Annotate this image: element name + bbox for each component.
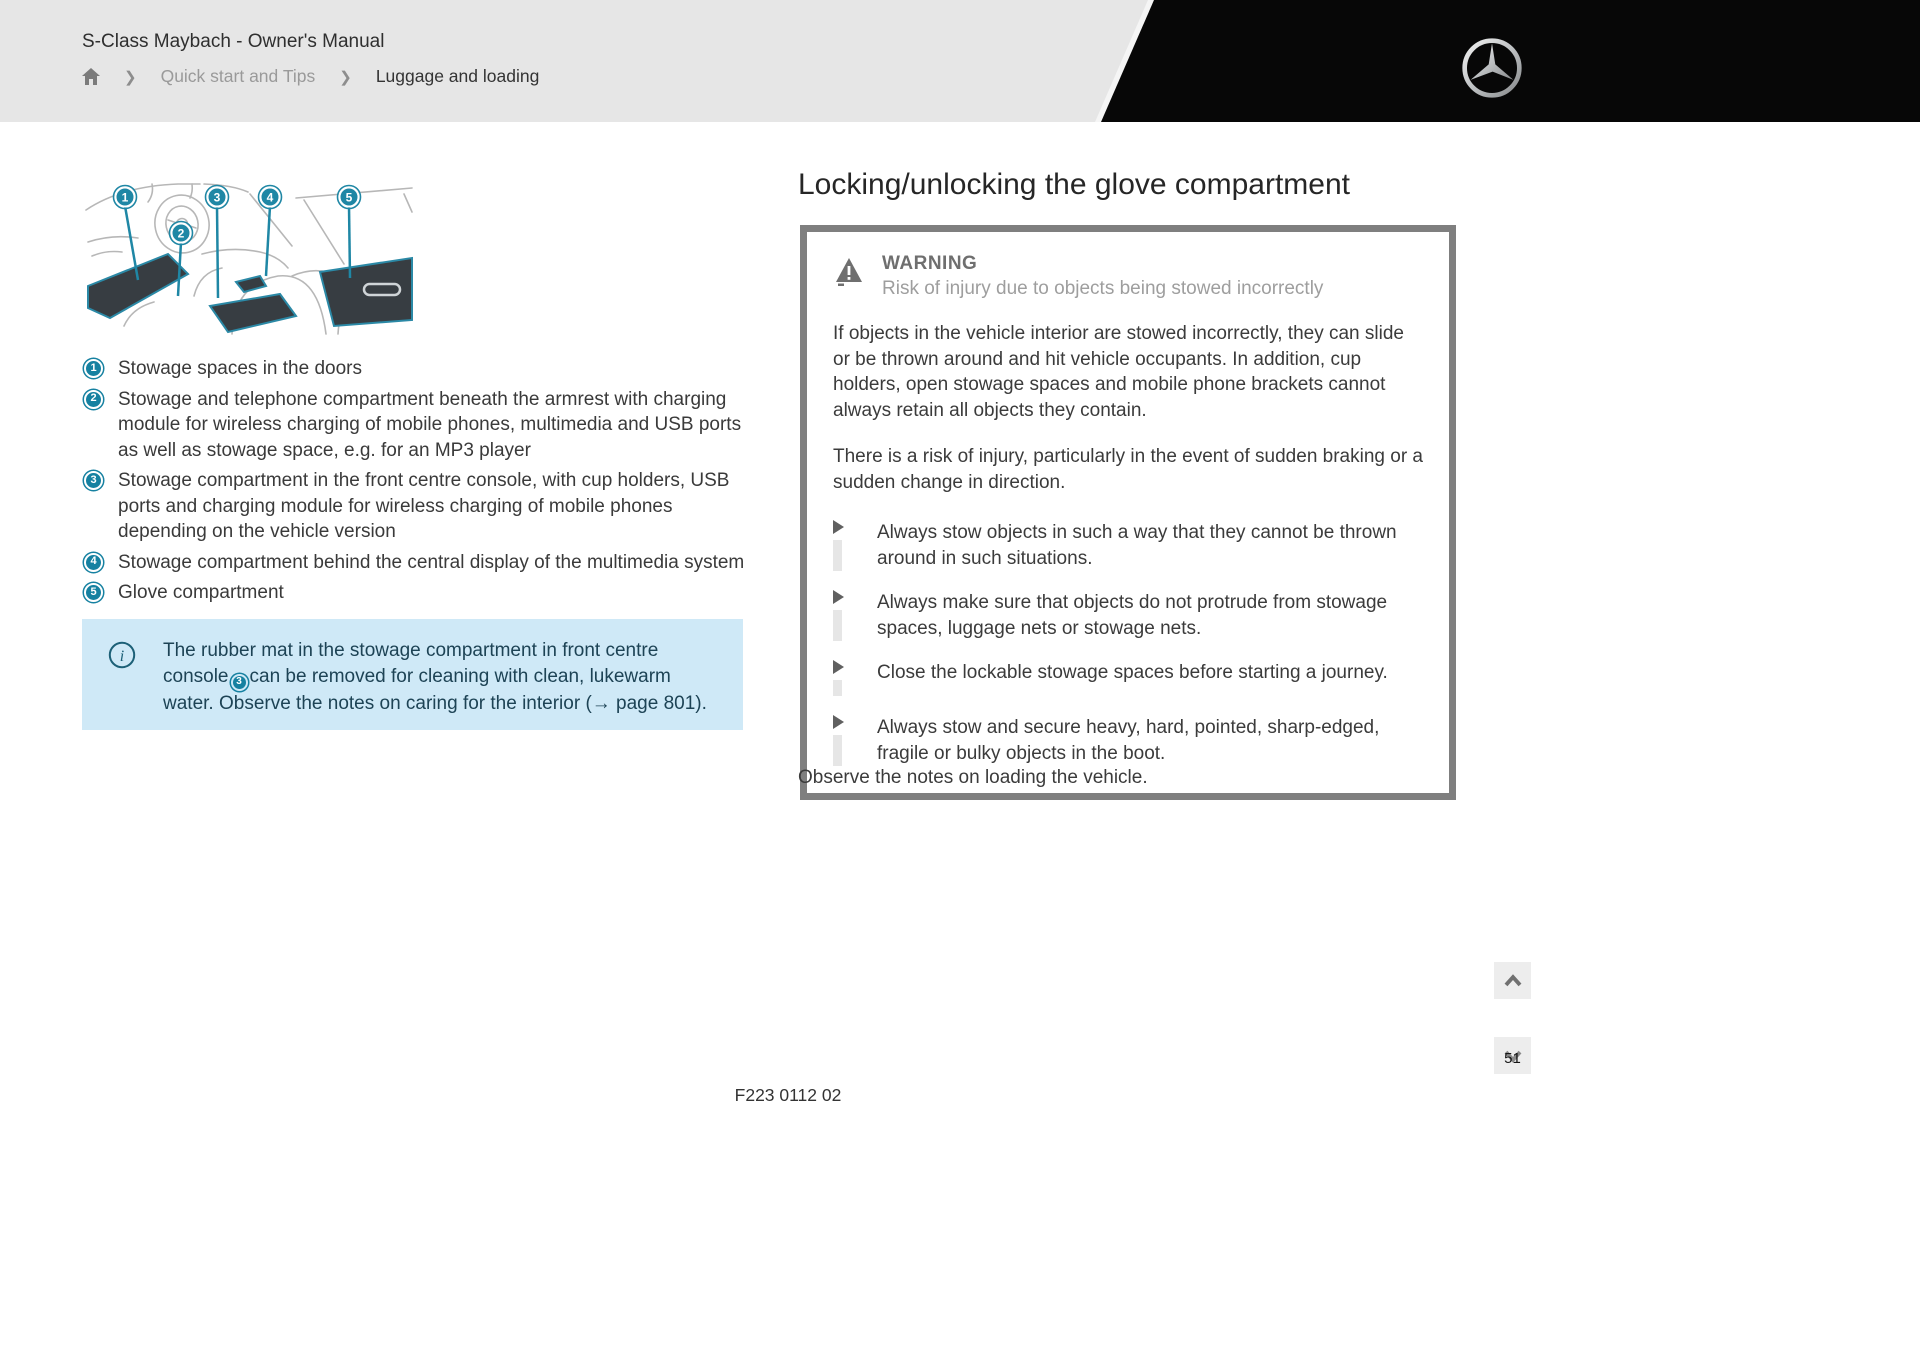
scroll-to-top-button[interactable] [1494, 962, 1531, 999]
info-note-box [82, 619, 743, 730]
legend-text: Stowage spaces in the doors [118, 358, 362, 379]
list-item [833, 590, 1423, 641]
breadcrumb-item-quick-start[interactable]: Quick start and Tips [160, 66, 316, 86]
breadcrumb-item-current: Luggage and loading [375, 66, 540, 86]
callout-badge: 4 [84, 553, 103, 572]
bullet-arrow-icon [833, 715, 844, 729]
svg-text:5: 5 [345, 190, 353, 205]
mercedes-logo [1459, 35, 1525, 101]
warning-paragraph: There is a risk of injury, particularly in the event of sudden braking or a sudden change in direction. [833, 446, 1423, 493]
legend-text: Stowage compartment in the front centre console, with cup holders, USB ports and charging module for wireless charging of mobile phones depending on the vehicle version [118, 470, 730, 542]
warning-paragraph: If objects in the vehicle interior are stowed incorrectly, they can slide or be thrown around and hit vehicle occupants. In addition, cup holders, open stowage spaces and mobile phone brackets cannot always retain all objects they contain. [833, 323, 1404, 421]
bullet-text: Always make sure that objects do not protrude from stowage spaces, luggage nets or stowage nets. [877, 592, 1388, 639]
info-note-text: The rubber mat in the stowage compartment in front centre console 3 can be removed for cleaning with clean, lukewarm water. Observe the notes on caring for the interior (→ page 801). [163, 640, 707, 714]
legend-text: Glove compartment [118, 582, 284, 603]
warning-header [833, 253, 1423, 300]
list-item [84, 356, 746, 382]
warning-triangle-icon [833, 255, 865, 287]
warning-subtitle: Risk of injury due to objects being stowed incorrectly [882, 278, 1324, 299]
bullet-rail-bar [833, 735, 842, 766]
bullet-rail-bar [833, 680, 842, 696]
svg-text:i: i [119, 648, 125, 665]
bullet-rail-bar [833, 540, 842, 571]
callout-badge: 1 [84, 359, 103, 378]
list-item [833, 660, 1423, 696]
list-item [84, 387, 746, 464]
list-item [84, 468, 746, 545]
svg-text:3: 3 [213, 190, 221, 205]
bullet-text: Always stow objects in such a way that they cannot be thrown around in such situations. [877, 522, 1397, 569]
svg-text:2: 2 [177, 226, 185, 241]
stowage-legend [84, 356, 746, 611]
list-item [833, 715, 1423, 766]
bullet-arrow-icon [833, 660, 844, 674]
diagram-callouts [114, 186, 361, 245]
list-item [84, 580, 746, 606]
warning-bullet-list [833, 520, 1423, 766]
chevron-up-icon [1499, 967, 1527, 995]
warning-box [800, 225, 1456, 800]
bullet-text: Always stow and secure heavy, hard, pointed, sharp-edged, fragile or bulky objects in the boot. [877, 717, 1380, 764]
header-brand-panel [1090, 0, 1920, 122]
manual-title: S-Class Maybach - Owner's Manual [82, 31, 385, 52]
bullet-rail-bar [833, 610, 842, 641]
footer-note: Observe the notes on loading the vehicle. [798, 767, 1148, 788]
info-icon [108, 641, 136, 669]
legend-text: Stowage compartment behind the central display of the multimedia system [118, 551, 745, 573]
svg-text:1: 1 [121, 190, 129, 205]
chevron-right-icon: ❯ [124, 68, 137, 86]
svg-text:4: 4 [266, 190, 274, 205]
page-number: 51 [1504, 1049, 1521, 1067]
warning-label: WARNING [882, 253, 978, 274]
bullet-text: Close the lockable stowage spaces before starting a journey. [877, 662, 1388, 683]
bullet-arrow-icon [833, 520, 844, 534]
page-title: Locking/unlocking the glove compartment [798, 168, 1350, 201]
callout-badge-inline: 3 [231, 674, 248, 691]
list-item [833, 520, 1423, 571]
bullet-arrow-icon [833, 590, 844, 604]
header [0, 0, 1920, 122]
breadcrumb [82, 66, 539, 87]
chevron-right-icon: ❯ [339, 68, 352, 86]
page-down-button[interactable] [1494, 1037, 1531, 1074]
callout-badge: 2 [84, 390, 103, 409]
home-icon[interactable] [82, 68, 100, 85]
figure-code: F223 0112 02 [734, 1085, 842, 1105]
vehicle-interior-diagram [82, 176, 414, 336]
callout-badge: 5 [84, 583, 103, 602]
list-item [84, 550, 746, 576]
callout-badge: 3 [84, 471, 103, 490]
legend-text: Stowage and telephone compartment beneath the armrest with charging module for wireless charging of mobile phones, multimedia and USB ports as well as stowage space, e.g. for an MP3 player [118, 388, 742, 461]
